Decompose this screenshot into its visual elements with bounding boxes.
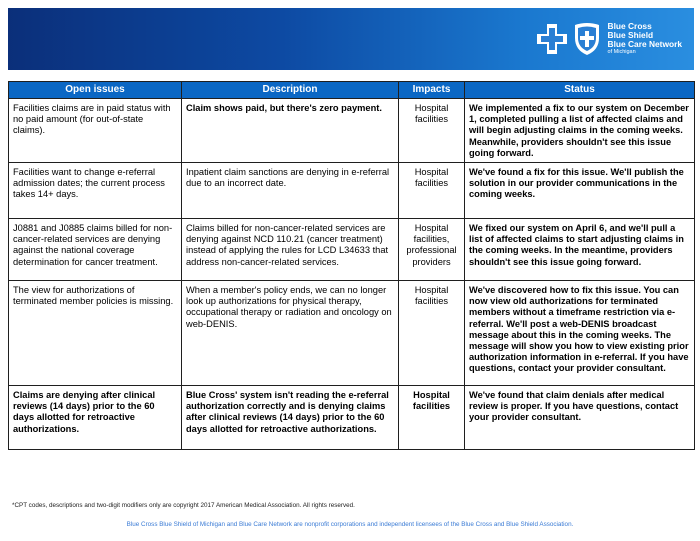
description-cell: Inpatient claim sanctions are denying in e-referral due to an incorrect date. — [182, 163, 399, 219]
description-cell: Claims billed for non-cancer-related services are denying against NCD 110.21 (cancer treatment) instead of applying the rules for LCD L34633 that address non-cancer-related services. — [182, 219, 399, 281]
issue-cell: J0881 and J0885 claims billed for non-cancer-related services are denying against the national coverage determination for cancer treatment. — [9, 219, 182, 281]
table-row — [9, 386, 695, 450]
header-banner — [8, 8, 694, 70]
logo-wordmark — [608, 22, 682, 56]
table-row — [9, 163, 695, 219]
status-cell: We fixed our system on April 6, and we'll pull a list of affected claims to start adjusting claims in the coming weeks. In the meantime, providers shouldn't see this issue going forward. — [465, 219, 695, 281]
issue-cell: Claims are denying after clinical reviews (14 days) prior to the 60 days allotted for retroactive authorizations. — [9, 386, 182, 450]
page-footer: Blue Cross Blue Shield of Michigan and Blue Care Network are nonprofit corporations and independent licensees of the Blue Cross and Blue Shield Association. — [126, 521, 574, 528]
blue-shield-icon — [573, 22, 601, 56]
column-header-status: Status — [465, 82, 695, 99]
status-cell: We've discovered how to fix this issue. You can now view old authorizations for terminated members without a timeframe restriction via e-referral. We'll post a web-DENIS broadcast message about this in the coming weeks. The message will show you how to view existing prior authorization information in e-referral. If you have questions, contact your provider consultant. — [465, 281, 695, 386]
column-header-description: Description — [182, 82, 399, 99]
impacts-cell: Hospital facilities — [399, 386, 465, 450]
table-row — [9, 99, 695, 163]
status-cell: We implemented a fix to our system on December 1, completed pulling a list of affected claims and will begin adjusting claims in the coming weeks. Meanwhile, providers shouldn't see this issue going forward. — [465, 99, 695, 163]
table-header-row — [9, 82, 695, 99]
logo-line-2: Blue Shield — [607, 30, 654, 40]
column-header-impacts: Impacts — [399, 82, 465, 99]
description-cell: Claim shows paid, but there's zero payment. — [182, 99, 399, 163]
impacts-cell: Hospital facilities — [399, 281, 465, 386]
issue-cell: Facilities claims are in paid status with no paid amount (for out-of-state claims). — [9, 99, 182, 163]
issue-cell: Facilities want to change e-referral admission dates; the current process takes 14+ days. — [9, 163, 182, 219]
status-cell: We've found that claim denials after medical review is proper. If you have questions, contact your provider consultant. — [465, 386, 695, 450]
description-cell: When a member's policy ends, we can no longer look up authorizations for physical therapy, occupational therapy or radiation and oncology on web-DENIS. — [182, 281, 399, 386]
column-header-open-issues: Open issues — [9, 82, 182, 99]
logo-line-4: of Michigan — [607, 49, 636, 55]
bcbs-logo — [535, 19, 682, 59]
blue-cross-icon — [535, 22, 569, 56]
logo-line-1: Blue Cross — [607, 21, 652, 31]
table-row — [9, 219, 695, 281]
open-issues-table — [8, 81, 695, 450]
table-row — [9, 281, 695, 386]
copyright-footnote: *CPT codes, descriptions and two-digit modifiers only are copyright 2017 American Medical Association. All rights reserved. — [12, 502, 355, 509]
logo-line-3: Blue Care Network — [607, 39, 682, 49]
status-cell: We've found a fix for this issue. We'll publish the solution in our provider communications in the coming weeks. — [465, 163, 695, 219]
issue-cell: The view for authorizations of terminated member policies is missing. — [9, 281, 182, 386]
impacts-cell: Hospital facilities — [399, 163, 465, 219]
description-cell: Blue Cross' system isn't reading the e-referral authorization correctly and is denying claims after clinical reviews (14 days) prior to the 60 days allotted for retroactive authorizations. — [182, 386, 399, 450]
impacts-cell: Hospital facilities, professional providers — [399, 219, 465, 281]
impacts-cell: Hospital facilities — [399, 99, 465, 163]
